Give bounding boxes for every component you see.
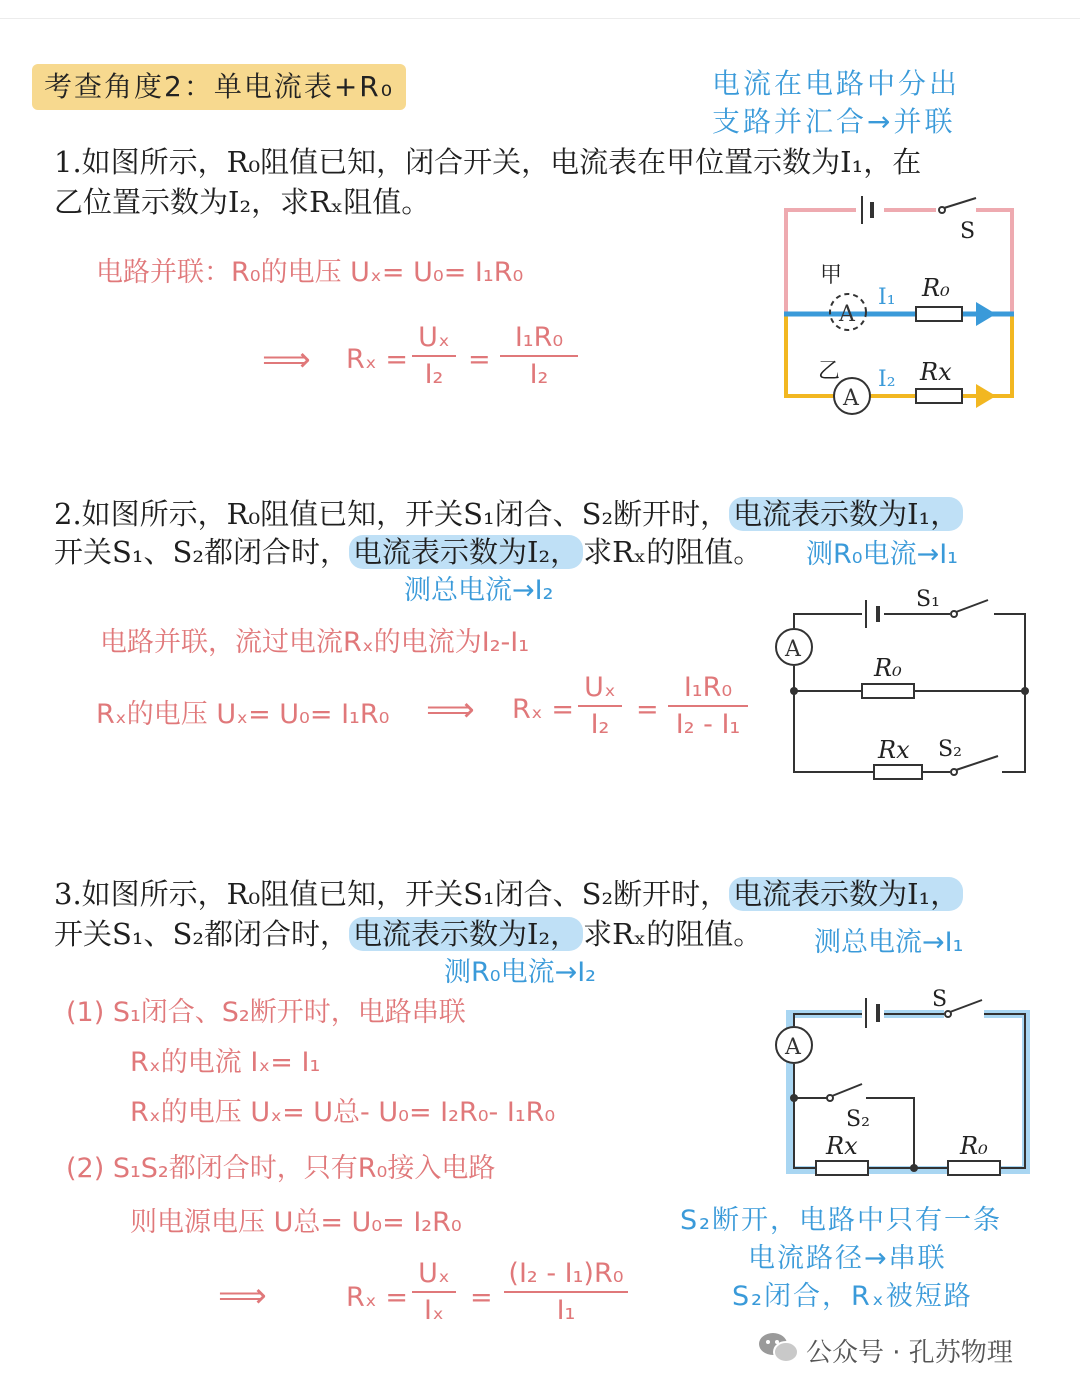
q3-note-1: 测总电流→I₁ (814, 927, 964, 958)
q3-solution-line-4: (2) S₁S₂都闭合时，只有R₀接入电路 (66, 1153, 496, 1184)
q3-line2-plain-a: 开关S₁、S₂都闭合时， (54, 917, 349, 951)
q1-f2-numerator: I₁R₀ (514, 322, 564, 353)
q1-fraction-2 (500, 322, 578, 390)
q1-fig-jia-label: 甲 (820, 263, 843, 288)
section-title-tag: 考查角度2：单电流表+R₀ (32, 64, 406, 110)
q2-circuit-diagram (770, 584, 1040, 784)
q1-f1-denominator: I₂ (424, 359, 444, 390)
top-divider (0, 18, 1080, 19)
q3-solution-line-2: Rₓ的电流 Iₓ= I₁ (130, 1047, 321, 1078)
q2-solution-line-2: Rₓ的电压 Uₓ= U₀= I₁R₀ (96, 699, 390, 730)
q3-note-2: 测R₀电流→I₂ (444, 957, 596, 988)
q1-circuit-diagram (770, 192, 1030, 422)
q1-fig-rx-label: Rx (920, 358, 952, 386)
q3-f1-numerator: Uₓ (418, 1258, 450, 1289)
q3-solution-line-1: (1) S₁闭合、S₂断开时，电路串联 (66, 997, 466, 1028)
q1-equals: = (468, 344, 491, 375)
q3-rx-label: Rₓ = (346, 1282, 408, 1313)
q1-text-line-2: 乙位置示数为I₂，求Rₓ阻值。 (54, 185, 431, 219)
q3-fig-s-label: S (932, 987, 948, 1012)
q2-f1-bar (578, 705, 622, 707)
q3-fig-rx-label: Rx (826, 1132, 858, 1160)
header-note-2: 支路并汇合→并联 (712, 105, 956, 138)
q2-fraction-2 (668, 672, 748, 740)
q2-line2-plain-a: 开关S₁、S₂都闭合时， (54, 535, 349, 569)
q2-f2-denominator: I₂ - I₁ (675, 709, 741, 740)
q3-solution-line-5: 则电源电压 U总= U₀= I₂R₀ (130, 1207, 462, 1238)
q2-f2-bar (668, 705, 748, 707)
q2-solution-line-1: 电路并联，流过电流Rₓ的电流为I₂-I₁ (100, 627, 530, 658)
q1-fig-ammeter-yi: A (843, 386, 859, 411)
q2-line1-plain: 2.如图所示，R₀阻值已知，开关S₁闭合、S₂断开时， (54, 497, 730, 531)
q2-note-2: 测总电流→I₂ (404, 575, 554, 606)
q3-f2-bar (504, 1291, 628, 1293)
q1-solution-line-1: 电路并联：R₀的电压 Uₓ= U₀= I₁R₀ (96, 257, 524, 288)
q3-equals: = (470, 1282, 493, 1313)
q3-line2-highlight: 电流表示数为I₂， (349, 917, 583, 951)
q2-fig-rx-label: Rx (878, 736, 910, 764)
q1-f2-bar (500, 355, 578, 357)
q3-line2-plain-b: 求Rₓ的阻值。 (583, 917, 763, 951)
q2-note-1: 测R₀电流→I₁ (806, 539, 958, 570)
wechat-icon (758, 1330, 800, 1366)
header-note-1: 电流在电路中分出 (712, 67, 961, 100)
q2-line2-plain-b: 求Rₓ的阻值。 (583, 535, 763, 569)
q3-text-line-1 (54, 872, 963, 913)
q1-implies-arrow: ⟹ (262, 340, 311, 380)
q3-text-line-2 (54, 912, 762, 953)
q1-f2-denominator: I₂ (529, 359, 549, 390)
q3-f2-denominator: I₁ (556, 1295, 576, 1326)
q1-fig-ammeter-jia: A (839, 302, 855, 327)
q2-fig-r0-label: R₀ (874, 654, 902, 682)
q2-line1-highlight: 电流表示数为I₁， (729, 497, 963, 531)
q1-rx-label: Rₓ = (346, 344, 408, 375)
q3-circuit-diagram (770, 980, 1040, 1180)
q1-text-line-1: 1.如图所示，R₀阻值已知，闭合开关，电流表在甲位置示数为I₁，在 (54, 145, 922, 179)
q1-fig-i1-label: I₁ (878, 285, 896, 310)
q3-fig-r0-label: R₀ (960, 1132, 988, 1160)
q2-fig-s2-label: S₂ (938, 737, 962, 762)
q3-f1-denominator: Iₓ (424, 1295, 444, 1326)
q3-side-note-3: S₂闭合，Rₓ被短路 (732, 1281, 973, 1312)
q2-implies-arrow: ⟹ (426, 690, 475, 730)
q2-equals: = (636, 694, 659, 725)
q1-fig-r0-label: R₀ (922, 274, 950, 302)
watermark-text: 公众号 · 孔苏物理 (806, 1338, 1013, 1368)
q2-f2-numerator: I₁R₀ (683, 672, 733, 703)
q2-fig-s1-label: S₁ (916, 587, 940, 612)
q3-fig-s2-label: S₂ (846, 1107, 870, 1132)
q3-fraction-1 (412, 1258, 456, 1326)
q2-text-line-2 (54, 530, 762, 571)
q2-rx-label: Rₓ = (512, 694, 574, 725)
q1-f1-numerator: Uₓ (418, 322, 450, 353)
q1-fig-yi-label: 乙 (818, 359, 841, 384)
q1-fig-switch-label: S (960, 219, 976, 244)
q3-side-note-1: S₂断开，电路中只有一条 (680, 1205, 1002, 1236)
q2-fraction-1 (578, 672, 622, 740)
q3-solution-line-3: Rₓ的电压 Uₓ= U总- U₀= I₂R₀- I₁R₀ (130, 1097, 556, 1128)
q1-f1-bar (412, 355, 456, 357)
q3-fig-ammeter: A (785, 1035, 801, 1060)
q1-fig-i2-label: I₂ (878, 367, 896, 392)
q2-f1-denominator: I₂ (590, 709, 610, 740)
q3-line1-plain: 3.如图所示，R₀阻值已知，开关S₁闭合、S₂断开时， (54, 877, 730, 911)
q3-f2-numerator: (I₂ - I₁)R₀ (508, 1258, 624, 1289)
q2-text-line-1 (54, 492, 963, 533)
q1-fraction-1 (412, 322, 456, 390)
q3-fraction-2 (504, 1258, 628, 1326)
q2-f1-numerator: Uₓ (584, 672, 616, 703)
q3-line1-highlight: 电流表示数为I₁， (729, 877, 963, 911)
q3-implies-arrow: ⟹ (218, 1276, 267, 1316)
q3-f1-bar (412, 1291, 456, 1293)
q3-side-note-2: 电流路径→串联 (748, 1243, 947, 1274)
q2-fig-ammeter: A (785, 637, 801, 662)
q2-line2-highlight: 电流表示数为I₂， (349, 535, 583, 569)
